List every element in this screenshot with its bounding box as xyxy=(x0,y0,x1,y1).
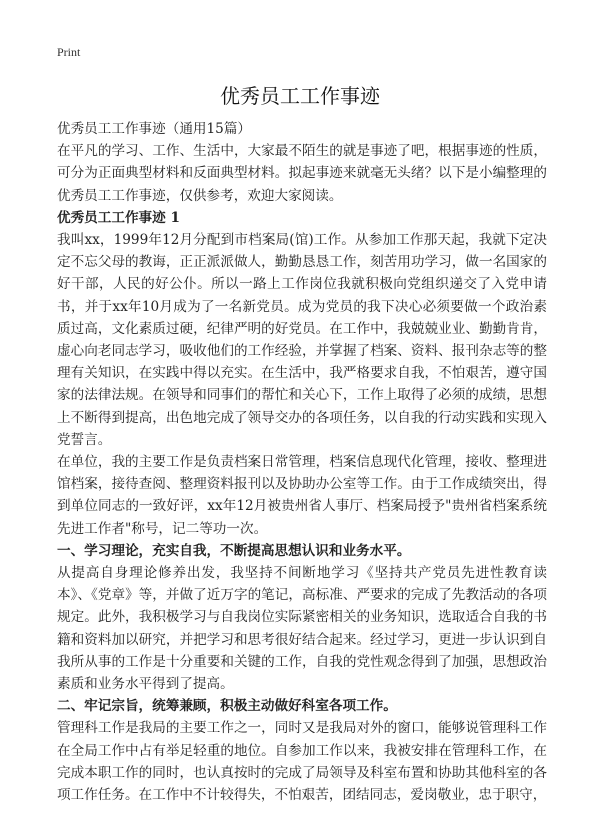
body-paragraph-1: 我叫xx，1999年12月分配到市档案局(馆)工作。从参加工作那天起，我就下定决定不忘父母的教诲，正正派派做人，勤勤恳恳工作，刻苦用功学习，做一名国家的好干部，人民的好公仆。所以一路上工作岗位我就积极向党组织递交了入党申请书，并于xx年10月成为了一名新党员。成为党员的我下决心必须要做一个政治素质过高，文化素质过硬，纪律严明的好党员。在工作中，我兢兢业业、勤勤肯肯，虚心向老同志学习，吸收他们的工作经验，并掌握了档案、资料、报刊杂志等的整理有关知识，在实践中得以充实。在生活中，我严格要求自我，不怕艰苦，遵守国家的法律法规。在领导和同事们的帮忙和关心下，工作上取得了必须的成绩，思想上不断得到提高，出色地完成了领导交办的各项任务，以自我的行动实践和实现入党誓言。 xyxy=(57,232,547,448)
intro-paragraph: 在平凡的学习、工作、生活中，大家最不陌生的就是事迹了吧，根据事迹的性质，可分为正面典型材料和反面典型材料。拟起事迹来就毫无头绪？以下是小编整理的优秀员工工作事迹，仅供参考，欢迎大家阅读。 xyxy=(57,143,547,204)
article-body xyxy=(57,118,547,806)
section-heading: 优秀员工工作事迹 1 xyxy=(57,209,180,226)
subheading-1: 一、学习理论，充实自我，不断提高思想认识和业务水平。 xyxy=(57,542,411,559)
print-link[interactable]: Print xyxy=(57,45,81,59)
subheading-2: 二、牢记宗旨，统筹兼顾，积极主动做好科室各项工作。 xyxy=(57,698,397,715)
body-paragraph-2: 在单位，我的主要工作是负责档案日常管理，档案信息现代化管理，接收、整理进馆档案，接待查阅、整理资料报刊以及协助办公室等工作。由于工作成绩突出，得到单位同志的一致好评，xx年12月被贵州省人事厅、档案局授予"贵州省档案系统先进工作者"称号，记二等功一次。 xyxy=(57,454,547,537)
body-paragraph-3: 从提高自身理论修养出发，我坚持不间断地学习《坚持共产党员先进性教育读本》、《党章》等，并做了近万字的笔记，高标准、严要求的完成了先教活动的各项规定。此外，我积极学习与自我岗位实际紧密相关的业务知识，选取适合自我的书籍和资料加以研究，并把学习和思考很好结合起来。经过学习，更进一步认识到自我所从事的工作是十分重要和关键的工作，自我的党性观念得到了加强，思想政治素质和业务水平得到了提高。 xyxy=(57,565,547,693)
page-title: 优秀员工工作事迹 xyxy=(220,84,380,108)
article-subtitle: 优秀员工工作事迹（通用15篇） xyxy=(57,121,252,137)
body-paragraph-4: 管理科工作是我局的主要工作之一，同时又是我局对外的窗口，能够说管理科工作在全局工作中占有举足轻重的地位。自参加工作以来，我被安排在管理科工作，在完成本职工作的同时，也认真按时的完成了局领导及科室布置和协助其他科室的各项工作任务。在工作中不计较得失，不怕艰苦，团结同志，爱岗敬业，忠于职守， xyxy=(57,720,547,804)
